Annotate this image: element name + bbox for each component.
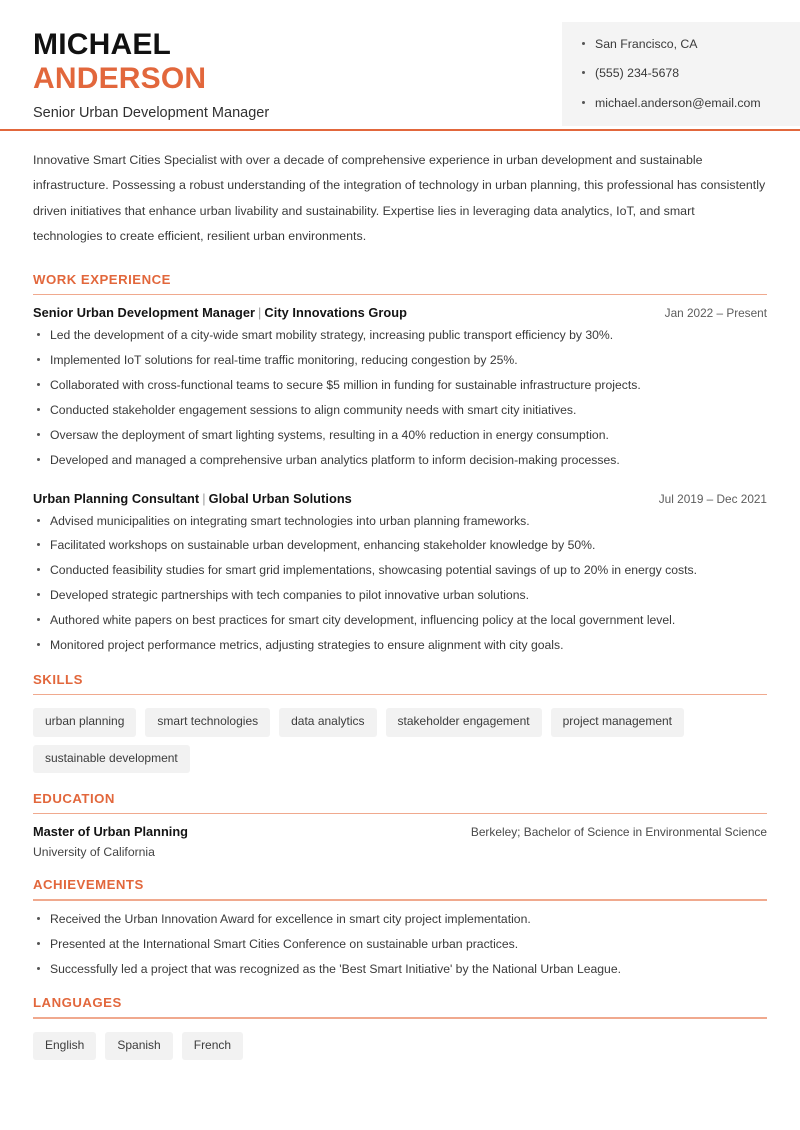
job-bullet-text: Conducted feasibility studies for smart grid implementations, showcasing potential savings of up to 20% in energy costs. bbox=[50, 563, 697, 578]
job-bullet-text: Advised municipalities on integrating smart technologies into urban planning frameworks. bbox=[50, 513, 530, 528]
job-bullet-text: Oversaw the deployment of smart lighting systems, resulting in a 40% reduction in energy consumption. bbox=[50, 428, 609, 443]
job-bullet-text: Monitored project performance metrics, adjusting strategies to ensure alignment with city goals. bbox=[50, 638, 564, 653]
bullet-icon bbox=[37, 458, 40, 461]
bullet-icon bbox=[37, 568, 40, 571]
job-dates: Jan 2022 – Present bbox=[664, 306, 767, 321]
job-bullet bbox=[33, 327, 767, 343]
skill-chip: urban planning bbox=[33, 708, 136, 736]
job-bullet-text: Authored white papers on best practices for smart city development, influencing policy at the local government level. bbox=[50, 613, 676, 628]
achievement-text: Presented at the International Smart Cities Conference on sustainable urban practices. bbox=[50, 936, 519, 951]
bullet-icon bbox=[582, 71, 585, 74]
first-name: MICHAEL bbox=[33, 28, 172, 61]
header-identity bbox=[0, 22, 269, 121]
contact-location-text: San Francisco, CA bbox=[595, 37, 698, 51]
achievement-text: Successfully led a project that was recognized as the 'Best Smart Initiative' by the National Urban League. bbox=[50, 961, 622, 976]
job-header bbox=[33, 491, 767, 506]
section-divider bbox=[33, 1017, 767, 1019]
job-bullet bbox=[33, 352, 767, 368]
bullet-icon bbox=[37, 967, 40, 970]
section-title-education: EDUCATION bbox=[33, 790, 115, 806]
skill-chip: sustainable development bbox=[33, 745, 190, 773]
job-bullet bbox=[33, 377, 767, 393]
achievement-item bbox=[33, 911, 767, 927]
section-languages bbox=[33, 995, 767, 1060]
language-chip: French bbox=[182, 1032, 243, 1060]
section-skills bbox=[33, 672, 767, 773]
header-job-title: Senior Urban Development Manager bbox=[33, 105, 270, 122]
bullet-icon bbox=[37, 383, 40, 386]
achievements-list bbox=[33, 911, 767, 977]
job-bullet bbox=[33, 537, 767, 553]
section-education bbox=[33, 791, 767, 860]
achievement-text: Received the Urban Innovation Award for excellence in smart city project implementation. bbox=[50, 911, 531, 926]
bullet-icon bbox=[37, 593, 40, 596]
job-bullet bbox=[33, 562, 767, 578]
bullet-icon bbox=[37, 942, 40, 945]
job-bullet-text: Developed and managed a comprehensive urban analytics platform to inform decision-making processes. bbox=[50, 453, 620, 468]
bullet-icon bbox=[37, 543, 40, 546]
job-entry bbox=[33, 305, 767, 468]
job-role: Senior Urban Development Manager bbox=[33, 305, 256, 321]
job-bullet-text: Led the development of a city-wide smart mobility strategy, increasing public transport efficiency by 30%. bbox=[50, 328, 614, 343]
job-company: Global Urban Solutions bbox=[208, 490, 352, 506]
section-divider bbox=[33, 694, 767, 696]
contact-email-text: michael.anderson@email.com bbox=[595, 95, 761, 110]
section-divider bbox=[33, 899, 767, 901]
job-bullet bbox=[33, 452, 767, 468]
section-title-skills: SKILLS bbox=[33, 671, 83, 687]
section-title-achievements: ACHIEVEMENTS bbox=[33, 877, 144, 893]
section-work-experience bbox=[33, 272, 767, 654]
job-bullet-list bbox=[33, 513, 767, 654]
bullet-icon bbox=[582, 42, 585, 45]
job-bullet-text: Conducted stakeholder engagement sessions to align community needs with smart city initiatives. bbox=[50, 403, 577, 418]
job-bullet-list bbox=[33, 327, 767, 468]
separator-icon: | bbox=[258, 305, 262, 321]
bullet-icon bbox=[37, 643, 40, 646]
languages-chip-list bbox=[33, 1029, 767, 1060]
bullet-icon bbox=[37, 408, 40, 411]
education-degree: Master of Urban Planning bbox=[33, 824, 188, 840]
skills-chip-list bbox=[33, 705, 767, 772]
bullet-icon bbox=[37, 333, 40, 336]
resume-header bbox=[0, 0, 800, 131]
job-bullet bbox=[33, 612, 767, 628]
job-role-company bbox=[33, 491, 352, 506]
job-role: Urban Planning Consultant bbox=[33, 490, 200, 506]
last-name: ANDERSON bbox=[33, 61, 207, 95]
bullet-icon bbox=[37, 618, 40, 621]
bullet-icon bbox=[37, 917, 40, 920]
job-entry bbox=[33, 491, 767, 654]
job-bullet bbox=[33, 637, 767, 653]
education-school: University of California bbox=[33, 845, 155, 860]
skill-chip: data analytics bbox=[279, 708, 376, 736]
job-bullet-text: Developed strategic partnerships with tech companies to pilot innovative urban solutions. bbox=[50, 588, 529, 603]
skill-chip: smart technologies bbox=[145, 708, 270, 736]
bullet-icon bbox=[582, 101, 585, 104]
job-bullet bbox=[33, 402, 767, 418]
bullet-icon bbox=[37, 519, 40, 522]
contact-email[interactable] bbox=[582, 96, 800, 111]
job-bullet bbox=[33, 513, 767, 529]
bullet-icon bbox=[37, 433, 40, 436]
section-title-languages: LANGUAGES bbox=[33, 995, 122, 1011]
contact-location bbox=[582, 37, 800, 52]
job-bullet bbox=[33, 587, 767, 603]
section-divider bbox=[33, 813, 767, 815]
job-company: City Innovations Group bbox=[264, 305, 407, 321]
resume-body bbox=[0, 131, 800, 1060]
education-entry bbox=[33, 824, 767, 859]
education-row bbox=[33, 824, 767, 839]
contact-phone-text: (555) 234-5678 bbox=[595, 66, 680, 81]
language-chip: English bbox=[33, 1032, 96, 1060]
job-bullet bbox=[33, 427, 767, 443]
job-bullet-text: Implemented IoT solutions for real-time traffic monitoring, reducing congestion by 25%. bbox=[50, 353, 518, 368]
job-bullet-text: Facilitated workshops on sustainable urban development, enhancing stakeholder knowledge by 50%. bbox=[50, 538, 596, 553]
education-extra: Berkeley; Bachelor of Science in Environmental Science bbox=[470, 825, 767, 840]
language-chip: Spanish bbox=[105, 1032, 172, 1060]
skill-chip: project management bbox=[551, 708, 684, 736]
bullet-icon bbox=[37, 358, 40, 361]
job-header bbox=[33, 305, 767, 320]
job-bullet-text: Collaborated with cross-functional teams to secure $5 million in funding for sustainable infrastructure projects. bbox=[50, 378, 641, 393]
section-divider bbox=[33, 294, 767, 296]
contact-panel bbox=[562, 22, 800, 126]
contact-phone[interactable] bbox=[582, 66, 800, 81]
job-dates: Jul 2019 – Dec 2021 bbox=[658, 491, 767, 506]
achievement-item bbox=[33, 936, 767, 952]
section-title-work-experience: WORK EXPERIENCE bbox=[33, 271, 171, 287]
section-achievements bbox=[33, 877, 767, 977]
job-role-company bbox=[33, 305, 407, 320]
skill-chip: stakeholder engagement bbox=[386, 708, 542, 736]
separator-icon: | bbox=[202, 490, 206, 506]
achievement-item bbox=[33, 961, 767, 977]
professional-summary: Innovative Smart Cities Specialist with over a decade of comprehensive experience in urban development and sustainable infrastructure. Possessing a robust understanding of the integration of technology in urban planning, this professional has consistently driven initiatives that enhance urban livability and sustainability. Expertise lies in leveraging data analytics, IoT, and smart technologies to create efficient, resilient urban environments. bbox=[33, 153, 766, 244]
